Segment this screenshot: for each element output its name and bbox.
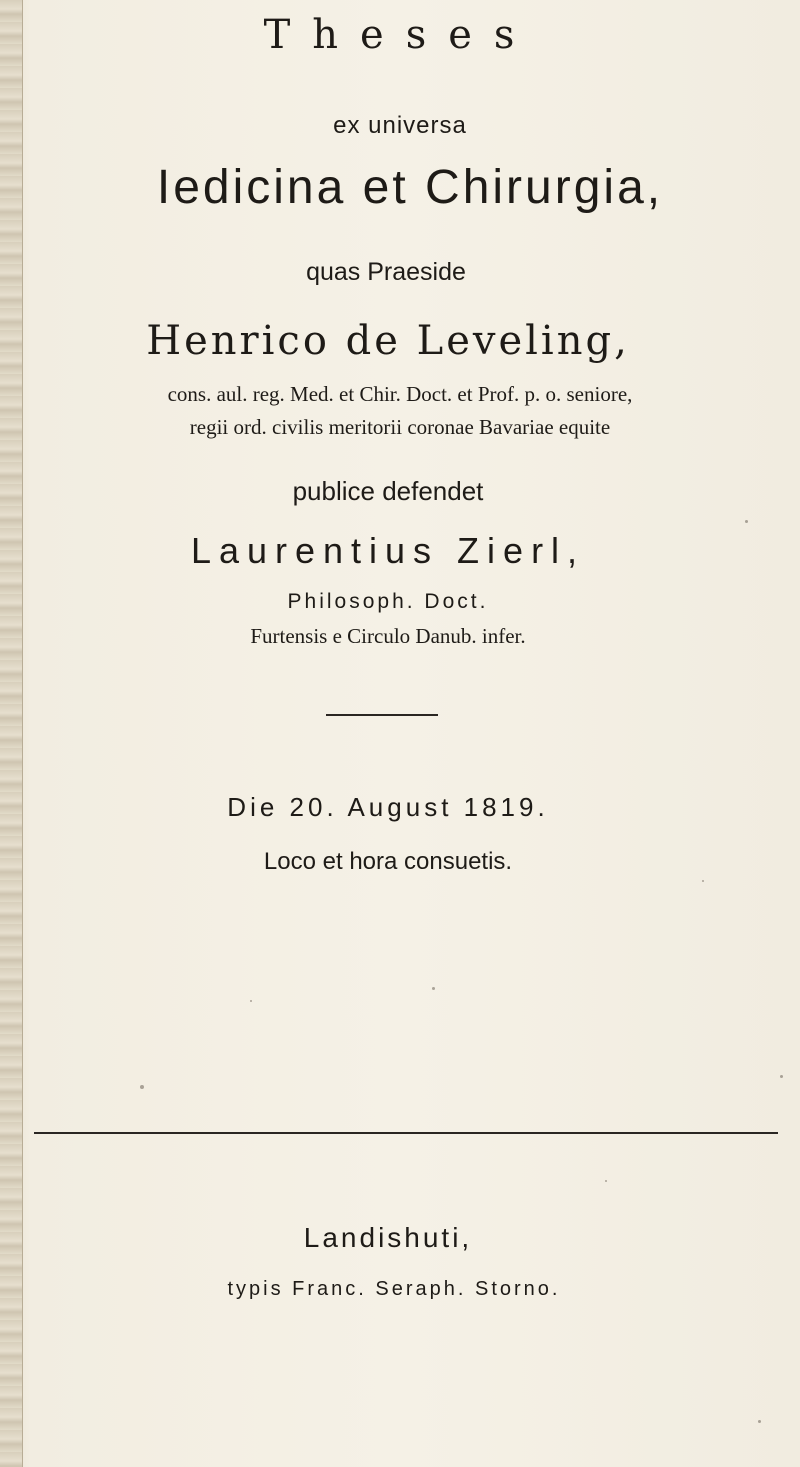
ornamental-rule bbox=[326, 714, 438, 716]
imprint-printer: typis Franc. Seraph. Storno. bbox=[227, 1278, 561, 1300]
defendens-degree: Philosoph. Doct. bbox=[287, 590, 489, 613]
defendens-name: Laurentius Zierl, bbox=[190, 530, 586, 571]
paper-speck bbox=[605, 1180, 607, 1182]
paper-speck bbox=[702, 880, 704, 882]
publice-defendet-text: publice defendet bbox=[292, 476, 484, 506]
paper-speck bbox=[432, 987, 435, 990]
paper-speck bbox=[250, 1000, 252, 1002]
defense-date: Die 20. August 1819. bbox=[227, 792, 549, 822]
praeses-titles-line-1: cons. aul. reg. Med. et Chir. Doct. et Prof. p. o. seniore, bbox=[167, 382, 633, 406]
paper-speck bbox=[140, 1085, 144, 1089]
quas-praeside-text: quas Praeside bbox=[306, 258, 466, 286]
thesis-title: Theses bbox=[263, 12, 537, 58]
place-and-time: Loco et hora consuetis. bbox=[263, 848, 513, 875]
imprint-divider bbox=[34, 1132, 778, 1134]
paper-speck bbox=[758, 1420, 761, 1423]
imprint-city: Landishuti, bbox=[303, 1222, 473, 1253]
subtitle: ex universa bbox=[333, 112, 467, 139]
discipline-heading: Iedicina et Chirurgia, bbox=[156, 161, 664, 214]
paper-speck bbox=[780, 1075, 783, 1078]
paper-speck bbox=[745, 520, 748, 523]
defendens-origin: Furtensis e Circulo Danub. infer. bbox=[250, 624, 526, 648]
praeses-titles-line-2: regii ord. civilis meritorii coronae Bavariae equite bbox=[189, 415, 611, 439]
praeses-name: Henrico de Leveling, bbox=[146, 318, 630, 364]
